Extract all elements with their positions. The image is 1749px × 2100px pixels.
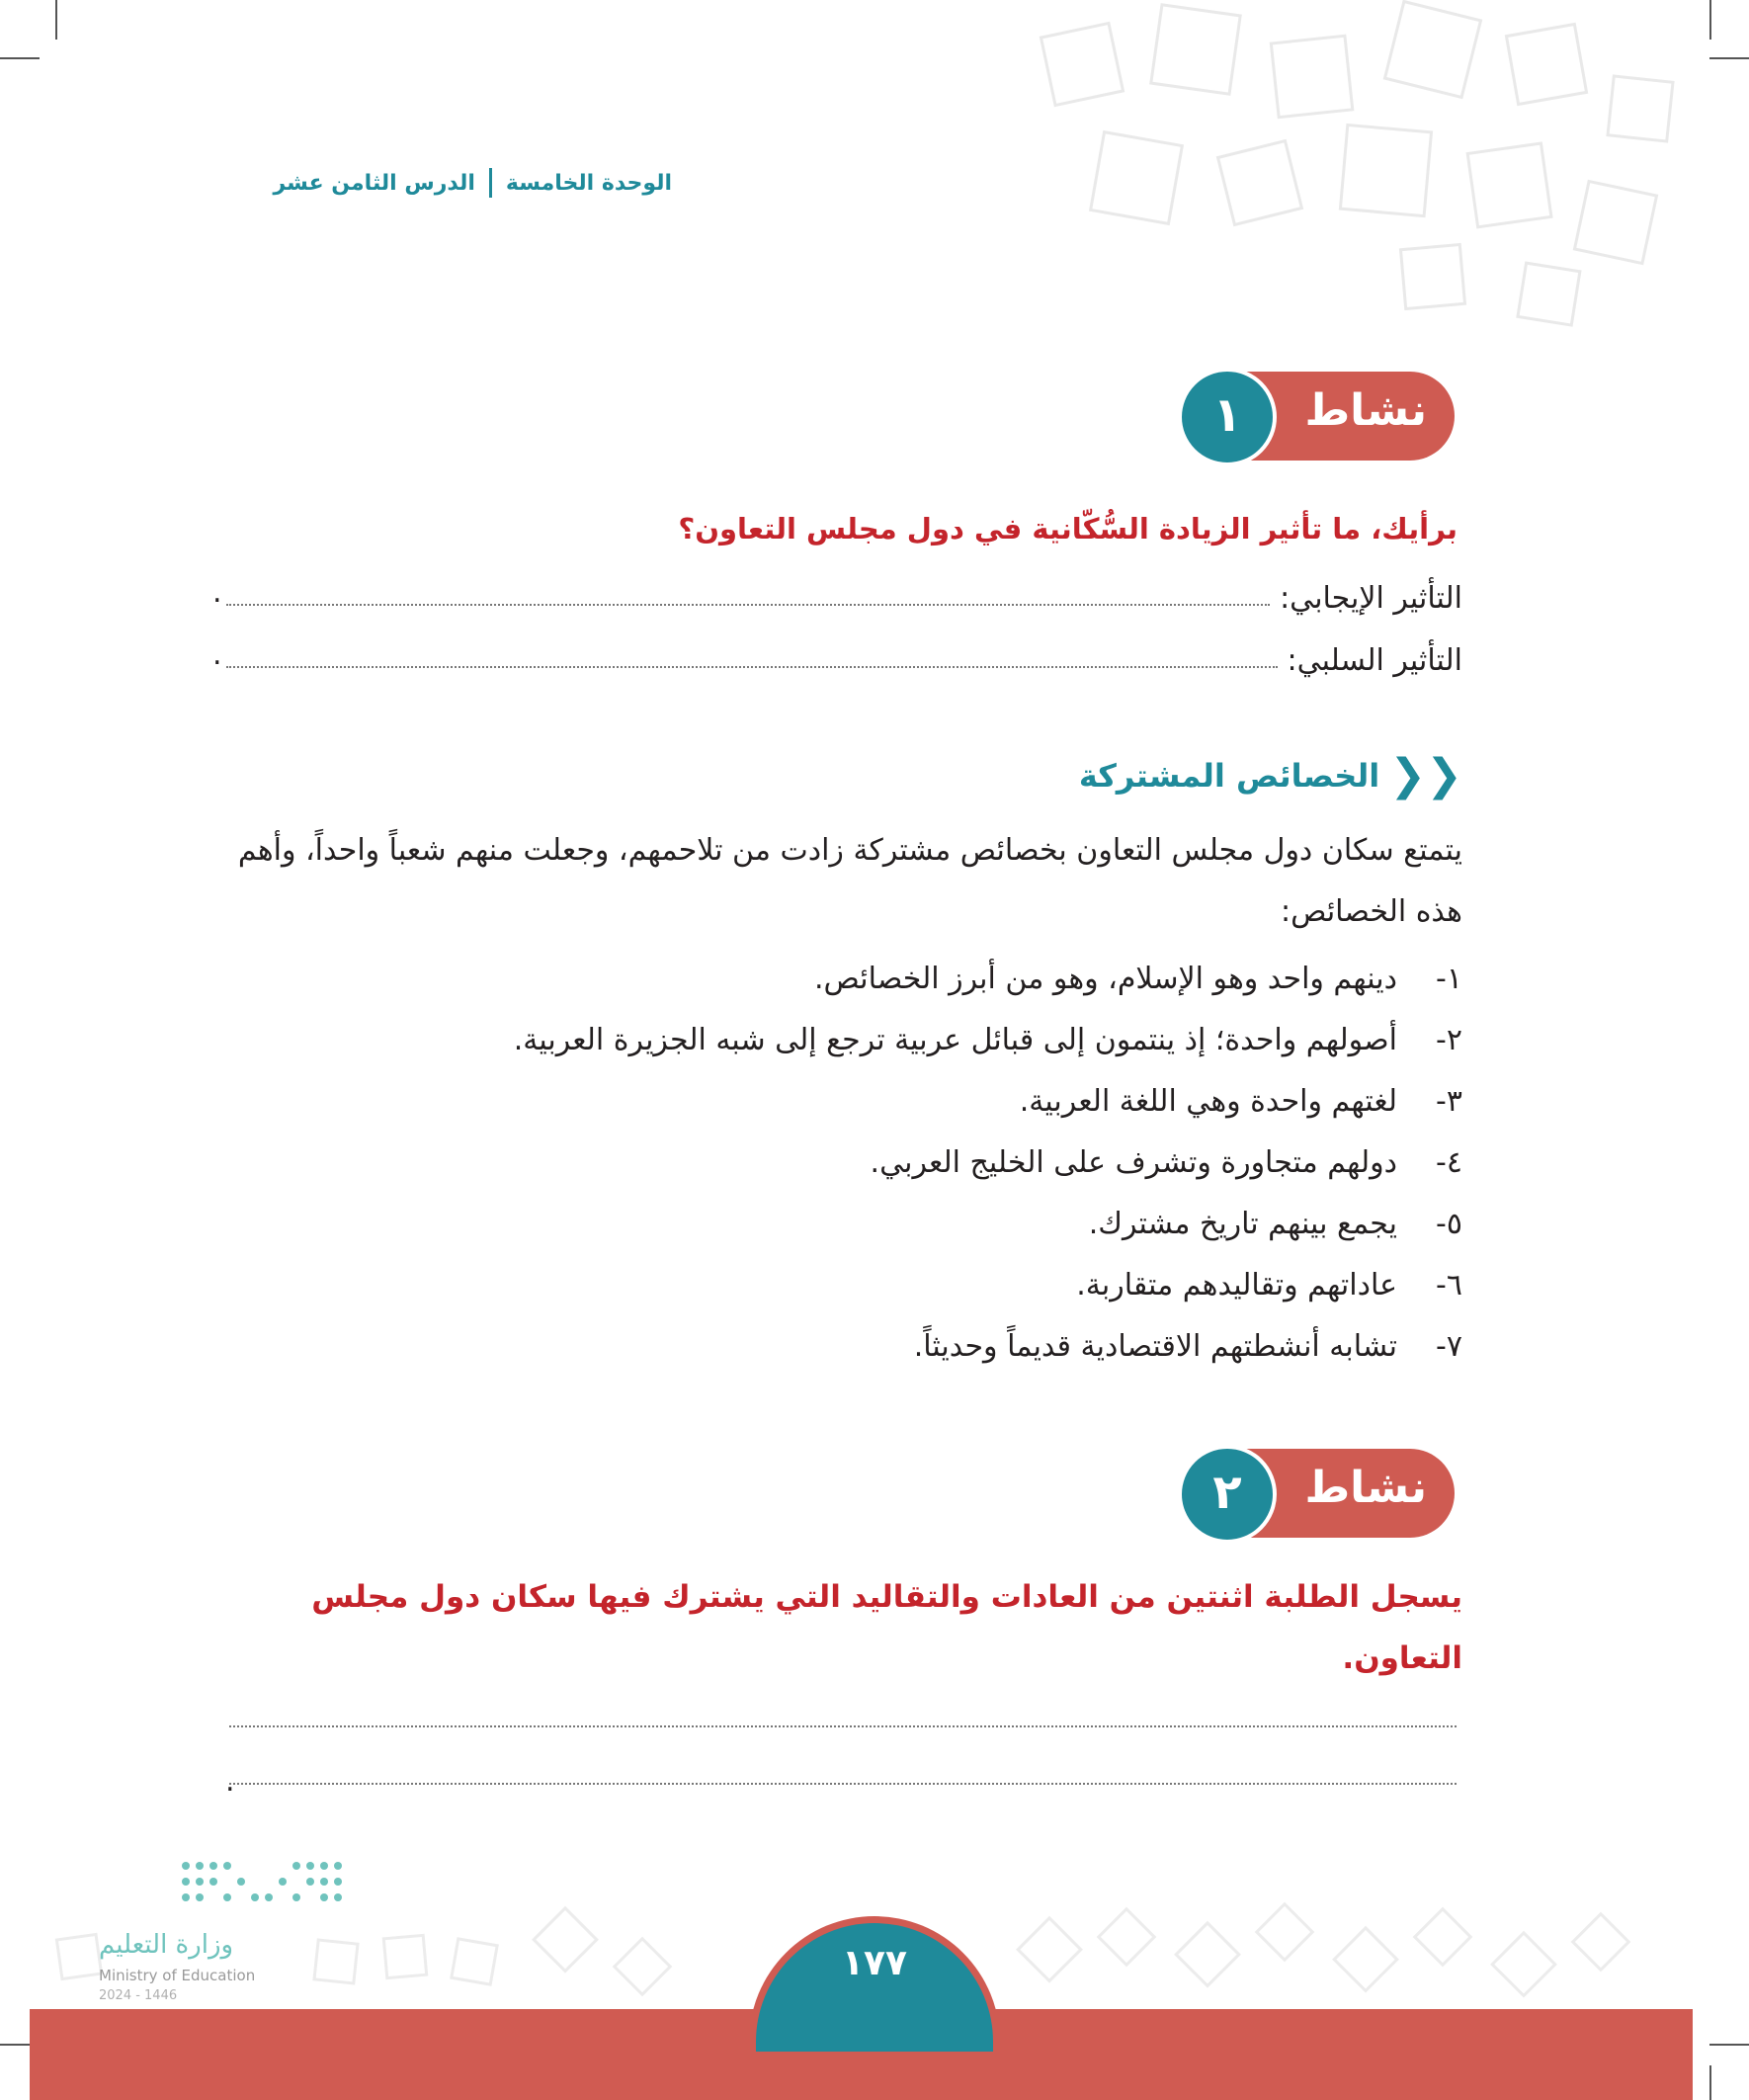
list-item bbox=[203, 1194, 1462, 1255]
header-unit: الوحدة الخامسة bbox=[505, 170, 672, 196]
activity-1-badge bbox=[1178, 368, 1455, 466]
list-item bbox=[203, 1133, 1462, 1194]
running-header bbox=[198, 163, 672, 203]
ministry-logo-dots-icon bbox=[178, 1858, 356, 1917]
list-text: دينهم واحد وهو الإسلام، وهو من أبرز الخصائص. bbox=[813, 962, 1397, 996]
activity-label: نشاط bbox=[1304, 385, 1427, 436]
crop-mark bbox=[1709, 2065, 1711, 2100]
header-lesson: الدرس الثامن عشر bbox=[273, 170, 475, 196]
edition-year: 2024 - 1446 bbox=[99, 1988, 178, 2003]
activity-label: نشاط bbox=[1304, 1463, 1427, 1513]
activity-number-circle bbox=[1178, 368, 1277, 466]
answer-line[interactable] bbox=[229, 1725, 1457, 1727]
line-end-mark: . bbox=[212, 637, 222, 672]
header-separator bbox=[489, 168, 492, 198]
list-text: أصولهم واحدة؛ إذ ينتمون إلى قبائل عربية ترجع إلى شبه الجزيرة العربية. bbox=[513, 1023, 1397, 1057]
features-list bbox=[203, 949, 1462, 1378]
section-heading bbox=[988, 751, 1462, 800]
negative-effect-answer-line[interactable] bbox=[226, 666, 1278, 668]
list-item bbox=[203, 949, 1462, 1010]
negative-effect-label: التأثير السلبي: bbox=[1287, 643, 1462, 678]
crop-mark bbox=[55, 0, 57, 40]
crop-mark bbox=[0, 57, 40, 59]
list-number: ٤- bbox=[1436, 1145, 1462, 1180]
list-item bbox=[203, 1255, 1462, 1316]
section-title: الخصائص المشتركة bbox=[1078, 757, 1380, 795]
activity-number: ١ bbox=[1212, 387, 1242, 443]
list-number: ٢- bbox=[1436, 1023, 1462, 1057]
negative-effect-row bbox=[212, 630, 1462, 678]
list-text: دولهم متجاورة وتشرف على الخليج العربي. bbox=[870, 1145, 1397, 1180]
intro-paragraph: يتمتع سكان دول مجلس التعاون بخصائص مشتركة زادت من تلاحمهم، وجعلت منهم شعباً واحداً، وأهم هذه الخصائص: bbox=[237, 833, 1462, 929]
crop-mark bbox=[1709, 2044, 1749, 2046]
list-number: ٧- bbox=[1436, 1329, 1462, 1364]
list-number: ١- bbox=[1436, 962, 1462, 996]
question-1: برأيك، ما تأثير الزيادة السُّكّانية في دول مجلس التعاون؟ bbox=[678, 512, 1458, 546]
line-end-mark: . bbox=[225, 1764, 235, 1799]
answer-line[interactable] bbox=[229, 1783, 1457, 1785]
positive-effect-label: التأثير الإيجابي: bbox=[1280, 581, 1462, 616]
list-number: ٣- bbox=[1436, 1084, 1462, 1119]
question-2: يسجل الطلبة اثنتين من العادات والتقاليد التي يشترك فيها سكان دول مجلس التعاون. bbox=[311, 1579, 1462, 1676]
positive-effect-answer-line[interactable] bbox=[226, 604, 1271, 606]
line-end-mark: . bbox=[212, 575, 222, 610]
list-text: تشابه أنشطتهم الاقتصادية قديماً وحديثاً. bbox=[913, 1329, 1397, 1364]
decorative-pattern bbox=[1008, 0, 1700, 336]
list-item bbox=[203, 1071, 1462, 1133]
activity-number-circle bbox=[1178, 1445, 1277, 1544]
list-number: ٦- bbox=[1436, 1268, 1462, 1302]
list-number: ٥- bbox=[1436, 1207, 1462, 1241]
list-item bbox=[203, 1010, 1462, 1071]
page-number: ١٧٧ bbox=[842, 1943, 907, 1983]
list-text: عاداتهم وتقاليدهم متقاربة. bbox=[1076, 1268, 1397, 1302]
positive-effect-row bbox=[212, 568, 1462, 616]
list-text: يجمع بينهم تاريخ مشترك. bbox=[1088, 1207, 1397, 1241]
activity-2-badge bbox=[1178, 1445, 1455, 1544]
list-text: لغتهم واحدة وهي اللغة العربية. bbox=[1019, 1084, 1397, 1119]
double-chevron-icon: ❮❮ bbox=[1389, 750, 1462, 800]
ministry-name-arabic: وزارة التعليم bbox=[99, 1930, 234, 1960]
activity-number: ٢ bbox=[1212, 1465, 1242, 1520]
ministry-name-english: Ministry of Education bbox=[99, 1967, 256, 1984]
crop-mark bbox=[1709, 57, 1749, 59]
crop-mark bbox=[1709, 0, 1711, 40]
list-item bbox=[203, 1316, 1462, 1378]
